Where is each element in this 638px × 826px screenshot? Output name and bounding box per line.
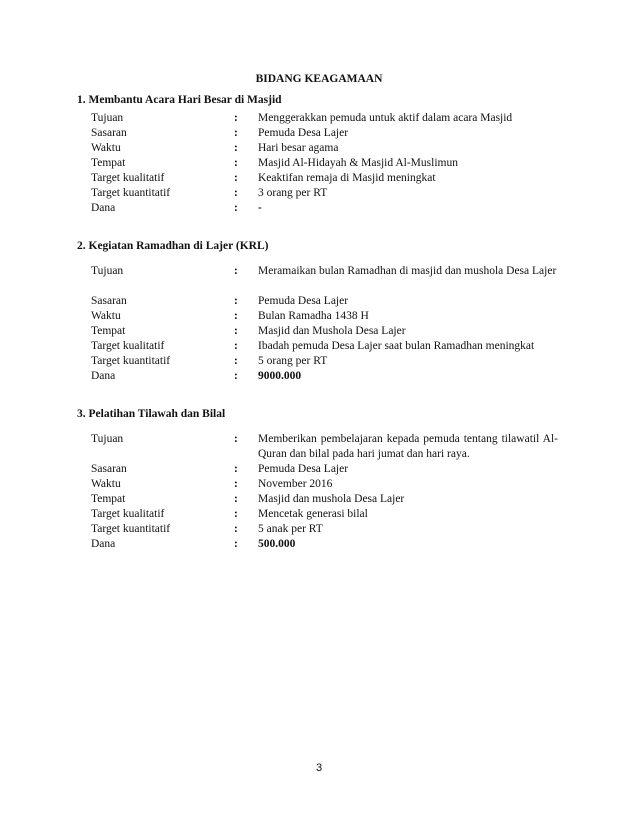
row-colon: :	[234, 172, 238, 184]
row-colon: :	[234, 355, 238, 367]
row-value: 3 orang per RT	[258, 187, 328, 199]
row-value: 5 anak per RT	[258, 523, 323, 535]
row-value: Keaktifan remaja di Masjid meningkat	[258, 172, 436, 184]
row-value: Pemuda Desa Lajer	[258, 463, 349, 475]
row-value: Hari besar agama	[258, 142, 339, 154]
section-heading-2: 2. Kegiatan Ramadhan di Lajer (KRL)	[77, 240, 269, 252]
row-value: Ibadah pemuda Desa Lajer saat bulan Ramadhan meningkat	[258, 340, 535, 352]
row-colon: :	[234, 295, 238, 307]
row-colon: :	[234, 478, 238, 490]
row-label: Target kuantitatif	[91, 523, 171, 535]
row-label: Tujuan	[91, 433, 124, 445]
row-colon: :	[234, 310, 238, 322]
row-label: Sasaran	[91, 127, 127, 139]
row-label: Tempat	[91, 157, 126, 169]
row-label: Target kuantitatif	[91, 355, 171, 367]
row-label: Target kualitatif	[91, 172, 165, 184]
page-number: 3	[315, 762, 323, 774]
row-value: Pemuda Desa Lajer	[258, 127, 349, 139]
row-label: Tempat	[91, 493, 126, 505]
row-colon: :	[234, 127, 238, 139]
page-title: BIDANG KEAGAMAAN	[255, 73, 383, 85]
row-value: 5 orang per RT	[258, 355, 328, 367]
row-value: -	[258, 202, 262, 214]
row-label: Tujuan	[91, 265, 124, 277]
row-colon: :	[234, 370, 238, 382]
row-colon: :	[234, 325, 238, 337]
row-value: 9000.000	[258, 370, 302, 382]
row-colon: :	[234, 142, 238, 154]
row-label: Target kualitatif	[91, 508, 165, 520]
row-colon: :	[234, 112, 238, 124]
row-label: Dana	[91, 202, 116, 214]
row-label: Waktu	[91, 310, 121, 322]
row-colon: :	[234, 523, 238, 535]
row-value: Memberikan pembelajaran kepada pemuda tentang tilawatil Al-Quran dan bilal pada hari jumat dan hari raya.	[258, 433, 558, 460]
row-value: Mencetak generasi bilal	[258, 508, 368, 520]
row-label: Dana	[91, 370, 116, 382]
row-label: Sasaran	[91, 295, 127, 307]
row-value: Menggerakkan pemuda untuk aktif dalam acara Masjid	[258, 112, 513, 124]
row-colon: :	[234, 157, 238, 169]
row-value: Masjid dan mushola Desa Lajer	[258, 493, 405, 505]
row-label: Dana	[91, 538, 116, 550]
row-colon: :	[234, 493, 238, 505]
row-value: Pemuda Desa Lajer	[258, 295, 349, 307]
row-value: Meramaikan bulan Ramadhan di masjid dan mushola Desa Lajer	[258, 265, 557, 277]
section-heading-3: 3. Pelatihan Tilawah dan Bilal	[77, 408, 226, 420]
row-colon: :	[234, 202, 238, 214]
row-value: 500.000	[258, 538, 296, 550]
row-colon: :	[234, 433, 238, 445]
row-label: Waktu	[91, 478, 121, 490]
section-heading-1: 1. Membantu Acara Hari Besar di Masjid	[77, 94, 282, 106]
row-value: Bulan Ramadha 1438 H	[258, 310, 369, 322]
row-colon: :	[234, 508, 238, 520]
row-label: Sasaran	[91, 463, 127, 475]
row-label: Tempat	[91, 325, 126, 337]
row-colon: :	[234, 187, 238, 199]
row-colon: :	[234, 463, 238, 475]
row-colon: :	[234, 538, 238, 550]
row-label: Target kualitatif	[91, 340, 165, 352]
row-colon: :	[234, 340, 238, 352]
row-value: November 2016	[258, 478, 333, 490]
row-colon: :	[234, 265, 238, 277]
row-label: Waktu	[91, 142, 121, 154]
row-label: Target kuantitatif	[91, 187, 171, 199]
row-value: Masjid dan Mushola Desa Lajer	[258, 325, 406, 337]
row-label: Tujuan	[91, 112, 124, 124]
row-value: Masjid Al-Hidayah & Masjid Al-Muslimun	[258, 157, 458, 169]
